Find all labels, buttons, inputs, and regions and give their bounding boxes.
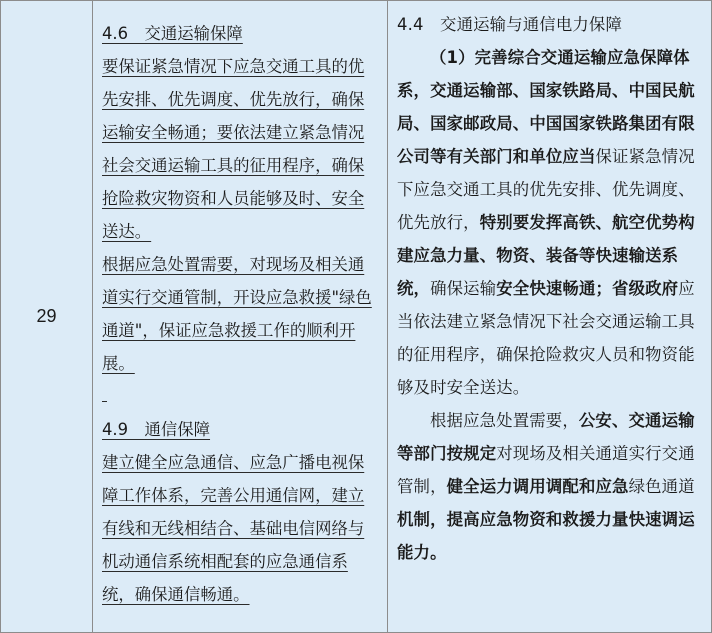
new-p2-normal-3: 绿色通道 bbox=[628, 477, 695, 496]
new-text-block bbox=[397, 8, 703, 569]
row-number: 29 bbox=[36, 306, 57, 326]
empty-line-underline bbox=[102, 387, 107, 402]
new-p1-normal-3: 应当依法建立紧急情况下社会交通运输工具的征用程序，确保抢险救灾人员和物资能够及时安全送达。 bbox=[397, 279, 695, 397]
new-p2-normal-1: 根据应急处置需要， bbox=[430, 411, 579, 430]
old-paragraph-4-9: 建立健全应急通信、应急广播电视保障工作体系，完善公用通信网，建立有线和无线相结合、基础电信网络与机动通信系统相配套的应急通信系统，确保通信畅通。 bbox=[102, 453, 365, 604]
new-p2-bold-2: 健全运力调用调配和应急 bbox=[446, 477, 629, 496]
new-paragraph-2 bbox=[397, 404, 703, 569]
new-p2-bold-3: 机制，提高应急物资和救援力量快速调运能力。 bbox=[397, 510, 695, 562]
new-p1-bold-1: （1）完善综合交通运输应急保障体系，交通运输部、国家铁路局、中国民航局、国家邮政局、中国国家铁路集团有限公司等有关部门和单位应当 bbox=[397, 48, 695, 166]
new-p1-bold-2: 特别要发挥高铁、航空优势构建应急力量、物资、装备等快速输送系统， bbox=[397, 213, 695, 298]
old-text-cell bbox=[93, 1, 388, 632]
old-spacer bbox=[102, 380, 379, 413]
new-p1-normal-1: 保证紧急情况下应急交通工具的优先安排、优先调度、优先放行， bbox=[397, 147, 695, 232]
new-p1-bold-3: 安全快速畅通；省级政府 bbox=[496, 279, 679, 298]
new-p2-normal-2: 对现场及相关通道实行交通管制， bbox=[397, 444, 695, 496]
row-number-cell bbox=[1, 1, 93, 632]
new-heading-4-4: 4.4 交通运输与通信电力保障 bbox=[397, 15, 623, 34]
new-paragraph-1 bbox=[397, 41, 703, 404]
new-text-cell bbox=[388, 1, 711, 632]
old-paragraph-4-6-a: 要保证紧急情况下应急交通工具的优先安排、优先调度、优先放行，确保运输安全畅通；要依法建立紧急情况社会交通运输工具的征用程序，确保抢险救灾物资和人员能够及时、安全送达。 bbox=[102, 57, 365, 241]
old-heading-4-6: 4.6 交通运输保障 bbox=[102, 24, 243, 43]
old-paragraph-4-6-b: 根据应急处置需要，对现场及相关通道实行交通管制，开设应急救援"绿色通道"，保证应急救援工作的顺利开展。 bbox=[102, 255, 372, 373]
new-p2-bold-1: 公安、交通运输等部门按规定 bbox=[397, 411, 695, 463]
new-p1-normal-2: 确保运输 bbox=[430, 279, 497, 298]
old-heading-4-9: 4.9 通信保障 bbox=[102, 420, 211, 439]
old-text-block bbox=[102, 17, 379, 611]
